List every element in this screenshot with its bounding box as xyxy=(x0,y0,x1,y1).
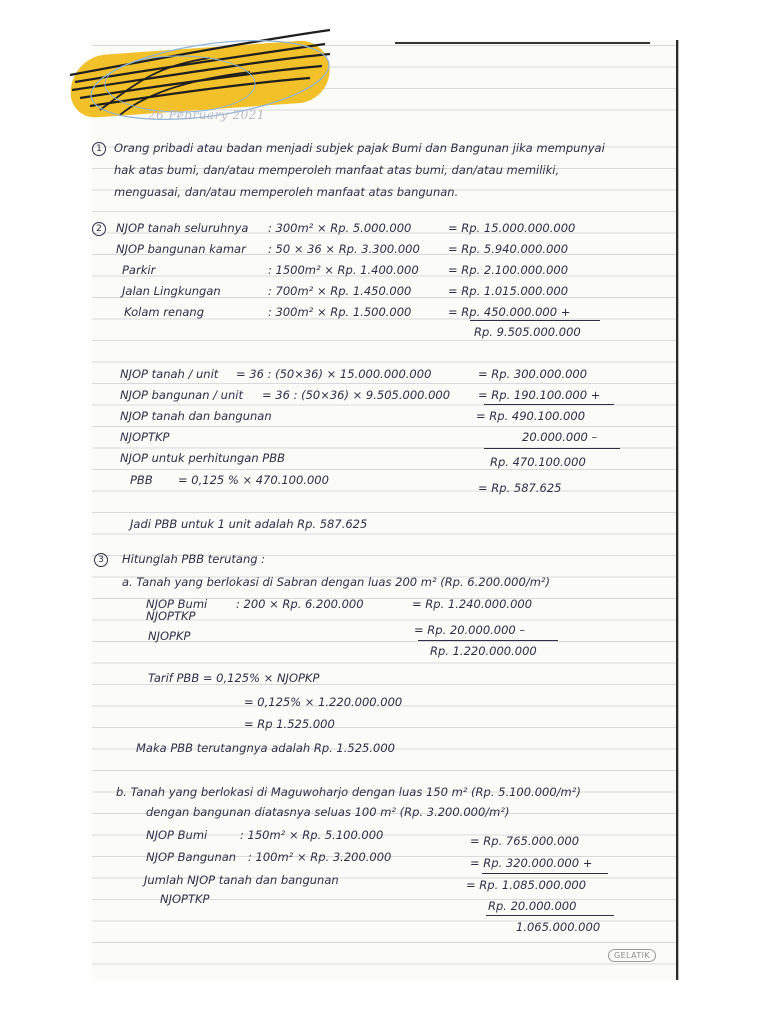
q3b-result: = Rp. 765.000.000 xyxy=(470,834,580,848)
q3a-label: NJOP Bumi xyxy=(146,597,208,611)
q2-item-label: Kolam renang xyxy=(124,305,204,319)
q1-line-3: menguasai, dan/atau memperoleh manfaat atas bangunan. xyxy=(114,185,459,199)
q3b-title: b. Tanah yang berlokasi di Maguwoharjo dengan luas 150 m² (Rp. 5.100.000/m²) xyxy=(116,785,581,799)
q3b-label: NJOP Bangunan xyxy=(146,850,237,864)
q2-item-label: Jalan Lingkungan xyxy=(122,284,221,298)
unit-calc: = 36 : (50×36) × 9.505.000.000 xyxy=(262,388,451,402)
question-number-1: 1 xyxy=(92,142,106,156)
q2-item-label: Parkir xyxy=(122,263,156,277)
q3b-calc: : 100m² × Rp. 3.200.000 xyxy=(248,850,392,864)
sum-rule xyxy=(486,915,614,916)
q2-item-label: NJOP bangunan kamar xyxy=(116,242,246,256)
sum-rule xyxy=(484,404,614,405)
q1-line-2: hak atas bumi, dan/atau memperoleh manfaat atas bumi, dan/atau memiliki, xyxy=(114,163,560,177)
sum-rule xyxy=(470,320,600,321)
unit-result: Rp. 470.100.000 xyxy=(490,455,586,469)
header-date: 26 February 2021 xyxy=(148,108,266,122)
q2-item-label: NJOP tanah seluruhnya xyxy=(116,221,249,235)
question-number-2: 2 xyxy=(92,222,106,236)
unit-result: = Rp. 300.000.000 xyxy=(478,367,588,381)
q3a-calc: : 200 × Rp. 6.200.000 xyxy=(236,597,364,611)
sum-rule xyxy=(482,873,608,874)
q3a-title: a. Tanah yang berlokasi di Sabran dengan luas 200 m² (Rp. 6.200.000/m²) xyxy=(122,575,550,589)
q2-total: Rp. 9.505.000.000 xyxy=(474,325,581,339)
q2-item-result: = Rp. 5.940.000.000 xyxy=(448,242,569,256)
q2-item-calc: : 700m² × Rp. 1.450.000 xyxy=(268,284,412,298)
q3b-result: = Rp. 1.085.000.000 xyxy=(466,878,587,892)
tarif-line: = Rp 1.525.000 xyxy=(244,717,335,731)
unit-calc: = 0,125 % × 470.100.000 xyxy=(178,473,329,487)
q3a-result: = Rp. 20.000.000 – xyxy=(414,623,526,637)
q2-item-result: = Rp. 2.100.000.000 xyxy=(448,263,569,277)
q3b-label: Jumlah NJOP tanah dan bangunan xyxy=(144,873,339,887)
unit-result: = Rp. 587.625 xyxy=(478,481,562,495)
q2-item-calc: : 300m² × Rp. 1.500.000 xyxy=(268,305,412,319)
q1-line-1: Orang pribadi atau badan menjadi subjek pajak Bumi dan Bangunan jika mempunyai xyxy=(114,141,605,155)
q3b-label: NJOP Bumi xyxy=(146,828,208,842)
q3b-title: dengan bangunan diatasnya seluas 100 m² (Rp. 3.200.000/m²) xyxy=(146,805,510,819)
q3-intro: Hitunglah PBB terutang : xyxy=(122,552,266,566)
top-pen-line xyxy=(395,42,650,44)
unit-calc: = 36 : (50×36) × 15.000.000.000 xyxy=(236,367,432,381)
unit-result: 20.000.000 – xyxy=(522,430,598,444)
q2-item-calc: : 50 × 36 × Rp. 3.300.000 xyxy=(268,242,420,256)
tarif-line: = 0,125% × 1.220.000.000 xyxy=(244,695,403,709)
unit-label: PBB xyxy=(130,473,153,487)
sum-rule xyxy=(418,640,558,641)
tarif-line: Tarif PBB = 0,125% × NJOPKP xyxy=(148,671,320,685)
unit-label: NJOP untuk perhitungan PBB xyxy=(120,451,286,465)
q3a-result: = Rp. 1.240.000.000 xyxy=(412,597,533,611)
q3b-result: = Rp. 320.000.000 + xyxy=(470,856,593,870)
unit-label: NJOP tanah dan bangunan xyxy=(120,409,272,423)
q3b-calc: : 150m² × Rp. 5.100.000 xyxy=(240,828,384,842)
question-number-3: 3 xyxy=(94,553,108,567)
q2-item-result: = Rp. 15.000.000.000 xyxy=(448,221,576,235)
q2-conclusion: Jadi PBB untuk 1 unit adalah Rp. 587.625 xyxy=(130,517,368,531)
q3a-label: NJOPKP xyxy=(148,629,191,643)
sum-rule xyxy=(484,448,620,449)
unit-label: NJOPTKP xyxy=(120,430,170,444)
q3a-conclusion: Maka PBB terutangnya adalah Rp. 1.525.000 xyxy=(136,741,395,755)
q3a-label: NJOPTKP xyxy=(146,609,196,623)
q2-item-calc: : 300m² × Rp. 5.000.000 xyxy=(268,221,412,235)
unit-label: NJOP tanah / unit xyxy=(120,367,219,381)
gelatik-logo: GELATIK xyxy=(608,949,656,962)
unit-result: = Rp. 190.100.000 + xyxy=(478,388,601,402)
q3a-result: Rp. 1.220.000.000 xyxy=(430,644,537,658)
q3b-final: 1.065.000.000 xyxy=(516,920,601,934)
q2-item-calc: : 1500m² × Rp. 1.400.000 xyxy=(268,263,419,277)
q3b-result: Rp. 20.000.000 xyxy=(488,899,577,913)
unit-result: = Rp. 490.100.000 xyxy=(476,409,586,423)
q3b-label: NJOPTKP xyxy=(160,892,210,906)
q2-item-result: = Rp. 1.015.000.000 xyxy=(448,284,569,298)
q2-item-result: = Rp. 450.000.000 + xyxy=(448,305,571,319)
unit-label: NJOP bangunan / unit xyxy=(120,388,243,402)
page-edge xyxy=(676,40,678,980)
